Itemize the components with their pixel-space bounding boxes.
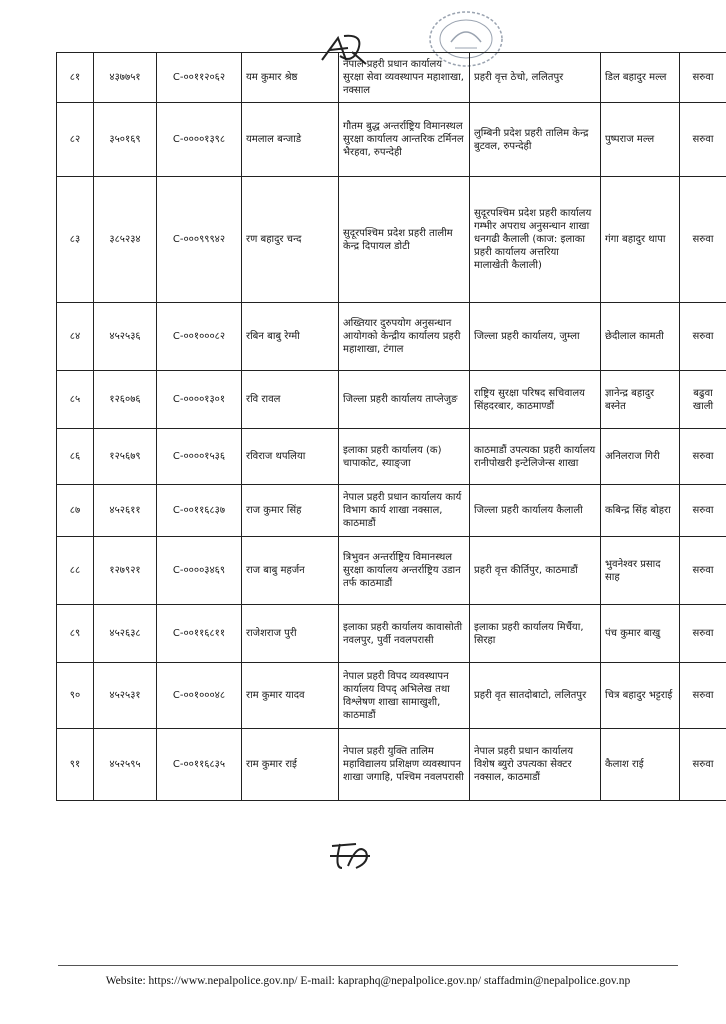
employee-name: राज बाबु महर्जन — [242, 537, 339, 605]
decision-officer: छेदीलाल कामती — [601, 303, 680, 371]
serial-number: ८९ — [57, 605, 94, 663]
decision-officer: गंगा बहादुर थापा — [601, 177, 680, 303]
table-row — [57, 663, 726, 729]
employee-number: १२७९२१ — [94, 537, 157, 605]
transfer-status: सरुवा — [680, 429, 726, 485]
decision-officer: ज्ञानेन्द्र बहादुर बस्नेत — [601, 371, 680, 429]
roster-body — [57, 53, 726, 801]
serial-number: ८८ — [57, 537, 94, 605]
table-row — [57, 371, 726, 429]
transfer-status: सरुवा — [680, 663, 726, 729]
decision-officer: पुष्पराज मल्ल — [601, 103, 680, 177]
employee-number: ४५२६३८ — [94, 605, 157, 663]
table-row — [57, 605, 726, 663]
new-office: लुम्बिनी प्रदेश प्रहरी तालिम केन्द्र बुटवल, रुपन्देही — [470, 103, 601, 177]
serial-number: ९० — [57, 663, 94, 729]
employee-name: यमलाल बन्जाडे — [242, 103, 339, 177]
code-number: C-००१०००४८ — [157, 663, 242, 729]
transfer-status: सरुवा — [680, 537, 726, 605]
footer-divider — [58, 965, 678, 966]
new-office: जिल्ला प्रहरी कार्यालय कैलाली — [470, 485, 601, 537]
new-office: प्रहरी वृत्त ठेचो, ललितपुर — [470, 53, 601, 103]
code-number: C-००००१३०१ — [157, 371, 242, 429]
decision-officer: कैलाश राई — [601, 729, 680, 801]
transfer-status: सरुवा — [680, 485, 726, 537]
decision-officer: चित्र बहादुर भट्टराई — [601, 663, 680, 729]
code-number: C-००००१५३६ — [157, 429, 242, 485]
new-office: राष्ट्रिय सुरक्षा परिषद सचिवालय सिंहदरबार, काठमाण्डौं — [470, 371, 601, 429]
employee-number: ४५२५९५ — [94, 729, 157, 801]
signature-mark-bottom — [326, 838, 378, 874]
employee-name: राम कुमार यादव — [242, 663, 339, 729]
employee-name: राज कुमार सिंह — [242, 485, 339, 537]
serial-number: ८२ — [57, 103, 94, 177]
new-office: इलाका प्रहरी कार्यालय मिर्चैया, सिरहा — [470, 605, 601, 663]
serial-number: ८७ — [57, 485, 94, 537]
current-office: अख्तियार दुरुपयोग अनुसन्धान आयोगको केन्द्रीय कार्यालय प्रहरी महाशाखा, टंगाल — [339, 303, 470, 371]
new-office: नेपाल प्रहरी प्रधान कार्यालय विशेष ब्युरो उपत्यका सेक्टर नक्साल, काठमाडौं — [470, 729, 601, 801]
transfer-status: सरुवा — [680, 303, 726, 371]
current-office: सुदूरपश्चिम प्रदेश प्रहरी तालीम केन्द्र दिपायल डोटी — [339, 177, 470, 303]
transfer-status: सरुवा — [680, 605, 726, 663]
transfer-roster-table — [56, 52, 726, 801]
table-row — [57, 485, 726, 537]
current-office: नेपाल प्रहरी प्रधान कार्यालय सुरक्षा सेवा व्यवस्थापन महाशाखा, नक्साल — [339, 53, 470, 103]
current-office: नेपाल प्रहरी विपद व्यवस्थापन कार्यालय विपद् अभिलेख तथा विश्लेषण शाखा सामाखुशी, काठमाडौं — [339, 663, 470, 729]
new-office: प्रहरी वृत्त कीर्तिपुर, काठमाडौं — [470, 537, 601, 605]
current-office: गौतम बुद्ध अन्तर्राष्ट्रिय विमानस्थल सुरक्षा कार्यालय आन्तरिक टर्मिनल भैरहवा, रुपन्देही — [339, 103, 470, 177]
employee-name: रविराज थपलिया — [242, 429, 339, 485]
current-office: नेपाल प्रहरी युक्ति तालिम महाविद्यालय प्रशिक्षण व्यवस्थापन शाखा जगाहि, पश्चिम नवलपरासी — [339, 729, 470, 801]
code-number: C-००००३४६९ — [157, 537, 242, 605]
table-row — [57, 537, 726, 605]
employee-number: ४५२६११ — [94, 485, 157, 537]
decision-officer: कबिन्द्र सिंह बोहरा — [601, 485, 680, 537]
employee-number: ४५२५३६ — [94, 303, 157, 371]
current-office: त्रिभुवन अन्तर्राष्ट्रिय विमानस्थल सुरक्षा कार्यालय अन्तर्राष्ट्रिय उडान तर्फ काठमाडौं — [339, 537, 470, 605]
decision-officer: भुवनेश्वर प्रसाद साह — [601, 537, 680, 605]
serial-number: ८३ — [57, 177, 94, 303]
employee-name: रबिन बाबु रेग्मी — [242, 303, 339, 371]
table-row — [57, 177, 726, 303]
employee-name: यम कुमार श्रेष्ठ — [242, 53, 339, 103]
employee-number: १२६०७६ — [94, 371, 157, 429]
employee-name: रण बहादुर चन्द — [242, 177, 339, 303]
current-office: इलाका प्रहरी कार्यालय कावासोती नवलपुर, पुर्वी नवलपरासी — [339, 605, 470, 663]
serial-number: ८४ — [57, 303, 94, 371]
table-row — [57, 729, 726, 801]
transfer-status: सरुवा — [680, 729, 726, 801]
current-office: नेपाल प्रहरी प्रधान कार्यालय कार्य विभाग कार्य शाखा नक्साल, काठमाडौं — [339, 485, 470, 537]
employee-name: राजेशराज पुरी — [242, 605, 339, 663]
decision-officer: अनिलराज गिरी — [601, 429, 680, 485]
employee-name: राम कुमार राई — [242, 729, 339, 801]
new-office: जिल्ला प्रहरी कार्यालय, जुम्ला — [470, 303, 601, 371]
footer-contact: Website: https://www.nepalpolice.gov.np/ E-mail: kapraphq@nepalpolice.gov.np/ staffadmin@nepalpolice.gov.np — [105, 975, 631, 987]
table-row — [57, 103, 726, 177]
table-row — [57, 53, 726, 103]
current-office: इलाका प्रहरी कार्यालय (क) चापाकोट, स्याङ्जा — [339, 429, 470, 485]
new-office: सुदूरपश्चिम प्रदेश प्रहरी कार्यालय गम्भीर अपराध अनुसन्धान शाखा धनगढी कैलाली (काज: इलाका प्रहरी कार्यालय अत्तरिया मालाखेती कैलाली) — [470, 177, 601, 303]
new-office: काठमाडौं उपत्यका प्रहरी कार्यालय रानीपोखरी इन्टेलिजेन्स शाखा — [470, 429, 601, 485]
employee-number: ३८५२३४ — [94, 177, 157, 303]
serial-number: ९१ — [57, 729, 94, 801]
transfer-status: सरुवा — [680, 177, 726, 303]
decision-officer: पंच कुमार बाखु — [601, 605, 680, 663]
serial-number: ८५ — [57, 371, 94, 429]
employee-number: ४३७७५१ — [94, 53, 157, 103]
code-number: C-०००९९९४२ — [157, 177, 242, 303]
decision-officer: डिल बहादुर मल्ल — [601, 53, 680, 103]
code-number: C-००११६८३५ — [157, 729, 242, 801]
code-number: C-००११६८३७ — [157, 485, 242, 537]
employee-number: ३५०१६९ — [94, 103, 157, 177]
code-number: C-००००१३९८ — [157, 103, 242, 177]
serial-number: ८६ — [57, 429, 94, 485]
table-row — [57, 429, 726, 485]
transfer-status: सरुवा — [680, 53, 726, 103]
table-row — [57, 303, 726, 371]
transfer-status: बढुवा खाली — [680, 371, 726, 429]
employee-number: ४५२५३१ — [94, 663, 157, 729]
employee-name: रवि रावल — [242, 371, 339, 429]
new-office: प्रहरी वृत सातदोबाटो, ललितपुर — [470, 663, 601, 729]
code-number: C-००१०००८२ — [157, 303, 242, 371]
current-office: जिल्ला प्रहरी कार्यालय ताप्लेजुङ — [339, 371, 470, 429]
serial-number: ८१ — [57, 53, 94, 103]
code-number: C-००११६८११ — [157, 605, 242, 663]
employee-number: १२५६७९ — [94, 429, 157, 485]
code-number: C-००११२०६२ — [157, 53, 242, 103]
transfer-status: सरुवा — [680, 103, 726, 177]
